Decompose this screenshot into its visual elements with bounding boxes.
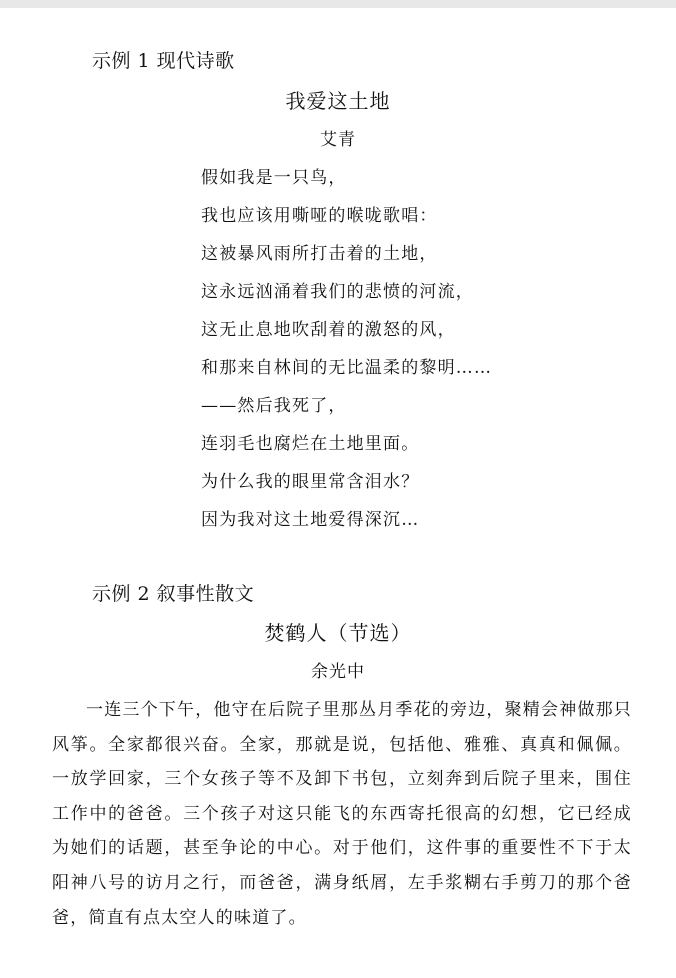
poem-line: 假如我是一只鸟， bbox=[201, 168, 347, 188]
poem-line: 我也应该用嘶哑的喉咙歌唱： bbox=[201, 206, 438, 226]
poem-line: 这被暴风雨所打击着的土地， bbox=[201, 244, 438, 264]
poem-line: 和那来自林间的无比温柔的黎明…… bbox=[201, 358, 493, 378]
essay-title: 焚鹤人（节选） bbox=[264, 621, 412, 645]
poem-title: 我爱这土地 bbox=[285, 89, 391, 113]
poem-line: 因为我对这土地爱得深沉… bbox=[201, 510, 420, 530]
example-2-label: 示例 2 叙事性散文 bbox=[92, 583, 255, 605]
poem-line: 连羽毛也腐烂在土地里面。 bbox=[201, 434, 420, 454]
example-1-label: 示例 1 现代诗歌 bbox=[92, 50, 235, 72]
poem-author: 艾青 bbox=[320, 130, 356, 150]
poem-line: 这永远汹涌着我们的悲愤的河流， bbox=[201, 282, 474, 302]
poem-line: ——然后我死了， bbox=[201, 396, 347, 416]
poem-line: 这无止息地吹刮着的激怒的风， bbox=[201, 320, 456, 340]
essay-paragraph: 一连三个下午，他守在后院子里那丛月季花的旁边，聚精会神做那只风筝。全家都很兴奋。全家，那就是说，包括他、雅雅、真真和佩佩。一放学回家，三个女孩子等不及卸下书包，立刻奔到后院子里来，围住工作中的爸爸。三个孩子对这只能飞的东西寄托很高的幻想，它已经成为她们的话题，甚至争论的中心。对于他们，这件事的重要性不下于太阳神八号的访月之行，而爸爸，满身纸屑，左手浆糊右手剪刀的那个爸爸，简直有点太空人的味道了。 bbox=[52, 700, 632, 928]
essay-author: 余光中 bbox=[311, 662, 365, 682]
poem-line: 为什么我的眼里常含泪水？ bbox=[201, 472, 420, 492]
